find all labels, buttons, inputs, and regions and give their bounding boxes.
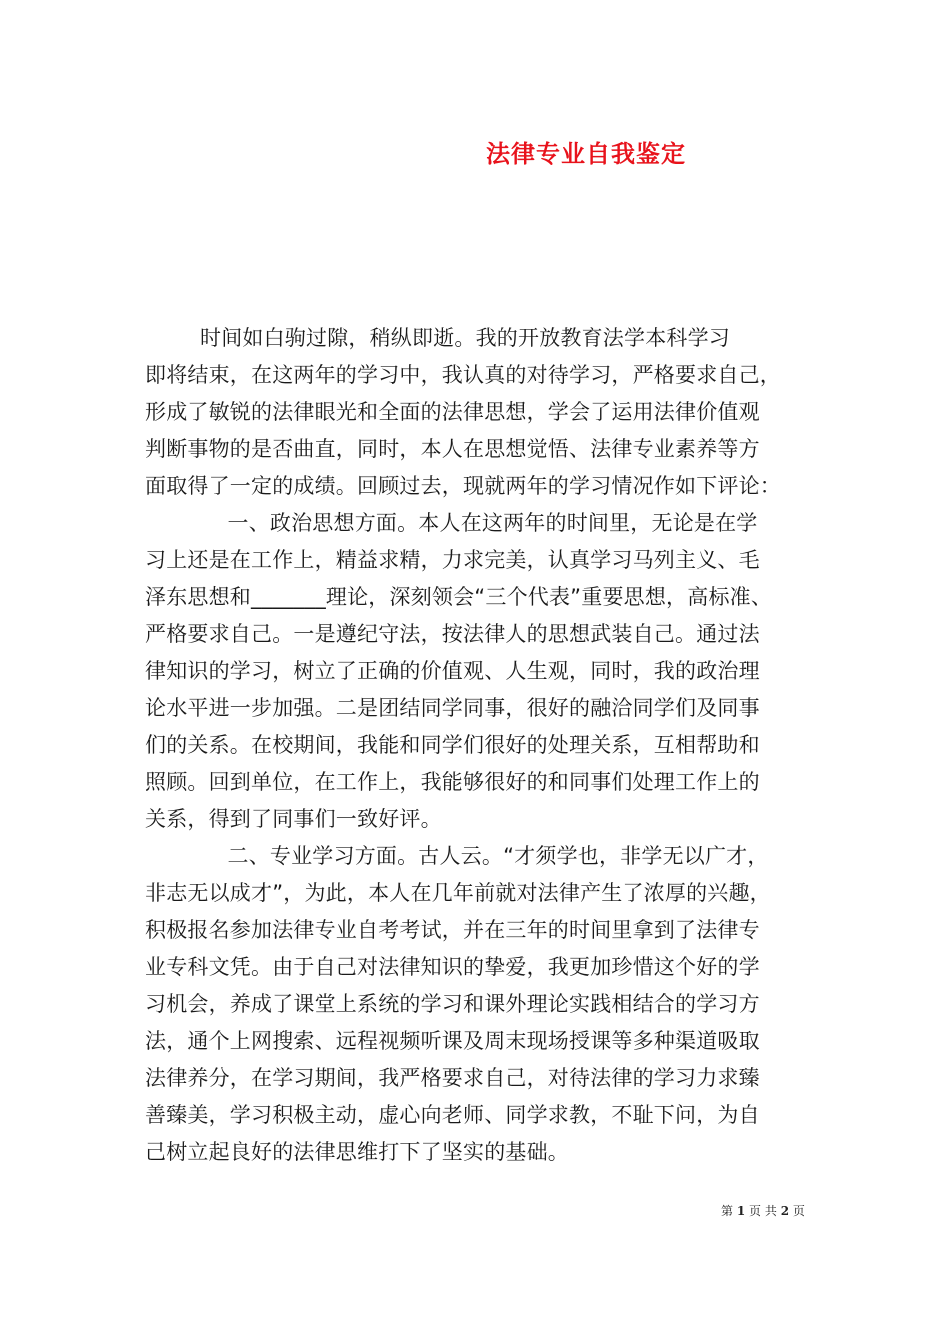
- document-body: [145, 320, 810, 1171]
- footer-middle: 页 共: [749, 1204, 777, 1218]
- body-line: 法，通个上网搜索、远程视频听课及周末现场授课等多种渠道吸取: [145, 1029, 760, 1053]
- body-line: 时间如白驹过隙，稍纵即逝。我的开放教育法学本科学习: [145, 326, 730, 350]
- body-line: 习上还是在工作上，精益求精，力求完美，认真学习马列主义、毛: [145, 548, 760, 572]
- body-line: 关系，得到了同事们一致好评。: [145, 807, 442, 831]
- body-line: 善臻美，学习积极主动，虚心向老师、同学求教，不耻下问，为自: [145, 1103, 760, 1127]
- body-line: 律知识的学习，树立了正确的价值观、人生观，同时，我的政治理: [145, 659, 760, 683]
- body-line: 己树立起良好的法律思维打下了坚实的基础。: [145, 1140, 569, 1164]
- body-line: 法律养分，在学习期间，我严格要求自己，对待法律的学习力求臻: [145, 1066, 760, 1090]
- body-line: 即将结束，在这两年的学习中，我认真的对待学习，严格要求自己，: [145, 363, 781, 387]
- document-title: 法律专业自我鉴定: [486, 139, 686, 168]
- body-line: 照顾。回到单位，在工作上，我能够很好的和同事们处理工作上的: [145, 770, 760, 794]
- body-line: 习机会，养成了课堂上系统的学习和课外理论实践相结合的学习方: [145, 992, 760, 1016]
- body-line: 形成了敏锐的法律眼光和全面的法律思想，学会了运用法律价值观: [145, 400, 760, 424]
- body-line: 们的关系。在校期间，我能和同学们很好的处理关系，互相帮助和: [145, 733, 760, 757]
- current-page-number: 1: [736, 1204, 746, 1218]
- body-line: 积极报名参加法律专业自考考试，并在三年的时间里拿到了法律专: [145, 918, 760, 942]
- body-line: 严格要求自己。一是遵纪守法，按法律人的思想武装自己。通过法: [145, 622, 760, 646]
- body-line: 论水平进一步加强。二是团结同学同事，很好的融洽同学们及同事: [145, 696, 760, 720]
- footer-suffix: 页: [792, 1204, 805, 1218]
- total-pages-number: 2: [780, 1204, 790, 1218]
- page-number-footer: [721, 1202, 805, 1219]
- body-line: 一、政治思想方面。本人在这两年的时间里，无论是在学: [145, 511, 758, 535]
- body-line: 二、专业学习方面。古人云。“才须学也，非学无以广才，: [145, 844, 769, 868]
- body-line: 判断事物的是否曲直，同时，本人在思想觉悟、法律专业素养等方: [145, 437, 760, 461]
- body-line: 业专科文凭。由于自己对法律知识的挚爱，我更加珍惜这个好的学: [145, 955, 760, 979]
- body-line: 非志无以成才”，为此，本人在几年前就对法律产生了浓厚的兴趣，: [145, 881, 771, 905]
- body-line: 泽东思想和_______理论，深刻领会“三个代表”重要思想，高标准、: [145, 585, 773, 609]
- footer-prefix: 第: [721, 1204, 734, 1218]
- body-line: 面取得了一定的成绩。回顾过去，现就两年的学习情况作如下评论：: [145, 474, 781, 498]
